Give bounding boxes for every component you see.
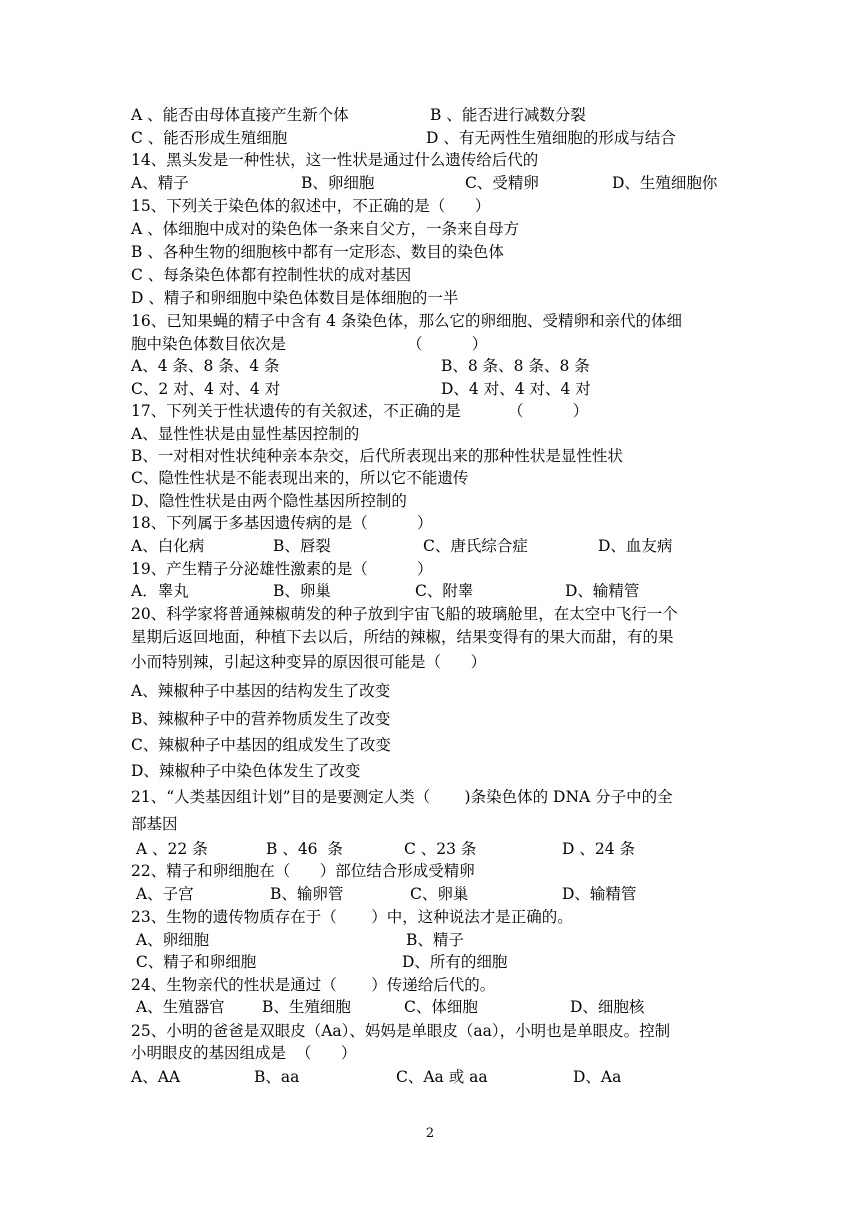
text-segment: A 、22 条 bbox=[131, 840, 208, 858]
text-segment: B、卵细胞 bbox=[301, 174, 375, 192]
text-segment: A 、体细胞中成对的染色体一条来自父方，一条来自母方 bbox=[131, 220, 520, 238]
text-segment: B、aa bbox=[254, 1068, 300, 1086]
text-segment: C、唐氏综合症 bbox=[423, 537, 528, 555]
text-segment: A、子宫 bbox=[131, 885, 194, 903]
text-segment: B、一对相对性状纯种亲本杂交，后代所表现出来的那种性状是显性性状 bbox=[131, 447, 623, 465]
text-segment: C 、能否形成生殖细胞 bbox=[131, 129, 288, 147]
text-segment: D 、精子和卵细胞中染色体数目是体细胞的一半 bbox=[131, 289, 459, 307]
text-segment: 星期后返回地面，种植下去以后，所结的辣椒，结果变得有的果大而甜，有的果 bbox=[131, 628, 674, 646]
text-segment: D、生殖细胞你 bbox=[612, 174, 718, 192]
text-segment: D、细胞核 bbox=[570, 998, 645, 1016]
text-segment: B、输卵管 bbox=[270, 885, 344, 903]
text-segment: 17、下列关于性状遗传的有关叙述，不正确的是 bbox=[131, 402, 461, 420]
text-segment: A、白化病 bbox=[131, 537, 205, 555]
page-number: 2 bbox=[425, 1126, 435, 1141]
text-segment: C、辣椒种子中基因的组成发生了改变 bbox=[131, 736, 391, 754]
text-segment: 23、生物的遗传物质存在于（ ）中，这种说法才是正确的。 bbox=[131, 908, 573, 926]
text-segment: A、生殖器官 bbox=[131, 998, 225, 1016]
text-segment: 小而特别辣，引起这种变异的原因很可能是（ ） bbox=[131, 653, 487, 671]
text-segment: B、卵巢 bbox=[273, 582, 331, 600]
text-segment: B、唇裂 bbox=[273, 537, 331, 555]
text-segment: 21、“人类基因组计划”目的是要测定人类（ )条染色体的 DNA 分子中的全 bbox=[131, 788, 673, 806]
text-segment: 14、黑头发是一种性状，这一性状是通过什么遗传给后代的 bbox=[131, 151, 539, 169]
text-segment: C、隐性性状是不能表现出来的，所以它不能遗传 bbox=[131, 469, 469, 487]
text-segment: 19、产生精子分泌雄性激素的是（ ） bbox=[131, 560, 433, 578]
text-segment: D、Aa bbox=[573, 1068, 622, 1086]
text-segment: D、输精管 bbox=[565, 582, 640, 600]
text-segment: A、辣椒种子中基因的结构发生了改变 bbox=[131, 682, 391, 700]
text-segment: D、输精管 bbox=[562, 885, 637, 903]
text-segment: C、体细胞 bbox=[404, 998, 478, 1016]
text-segment: 20、科学家将普通辣椒萌发的种子放到宇宙飞船的玻璃舱里，在太空中飞行一个 bbox=[131, 605, 678, 623]
text-segment: C、2 对、4 对、4 对 bbox=[131, 380, 281, 398]
text-segment: D、所有的细胞 bbox=[402, 953, 508, 971]
text-segment: B、生殖细胞 bbox=[262, 998, 351, 1016]
text-segment: A、AA bbox=[131, 1068, 181, 1086]
text-segment: D、辣椒种子中染色体发生了改变 bbox=[131, 762, 361, 780]
text-segment: B 、能否进行减数分裂 bbox=[430, 106, 586, 124]
text-segment: C、精子和卵细胞 bbox=[131, 953, 257, 971]
text-segment: B、8 条、8 条、8 条 bbox=[441, 357, 590, 375]
text-segment: C、受精卵 bbox=[465, 174, 539, 192]
text-segment: A 、能否由母体直接产生新个体 bbox=[131, 106, 349, 124]
text-segment: D、隐性性状是由两个隐性基因所控制的 bbox=[131, 492, 407, 510]
text-segment: D 、有无两性生殖细胞的形成与结合 bbox=[426, 129, 676, 147]
text-segment: 22、精子和卵细胞在（ ）部位结合形成受精卵 bbox=[131, 862, 475, 880]
text-segment: 胞中染色体数目依次是 bbox=[131, 335, 287, 353]
text-segment: 小明眼皮的基因组成是 （ ） bbox=[131, 1044, 357, 1062]
text-segment: B、辣椒种子中的营养物质发生了改变 bbox=[131, 710, 391, 728]
text-segment: 15、下列关于染色体的叙述中，不正确的是（ ） bbox=[131, 197, 491, 215]
text-segment: A、显性性状是由显性基因控制的 bbox=[131, 425, 360, 443]
text-segment: C 、每条染色体都有控制性状的成对基因 bbox=[131, 266, 412, 284]
text-segment: A、4 条、8 条、4 条 bbox=[131, 357, 280, 375]
text-segment: A、精子 bbox=[131, 174, 189, 192]
text-segment: 16、已知果蝇的精子中含有 4 条染色体，那么它的卵细胞、受精卵和亲代的体细 bbox=[131, 312, 682, 330]
text-segment: A．睾丸 bbox=[131, 582, 189, 600]
text-segment: （ ） bbox=[407, 335, 488, 353]
text-segment: B、精子 bbox=[406, 931, 464, 949]
text-segment: D、血友病 bbox=[598, 537, 673, 555]
text-segment: C、附睾 bbox=[415, 582, 474, 600]
text-segment: D 、24 条 bbox=[562, 840, 636, 858]
text-segment: （ ） bbox=[508, 402, 589, 420]
text-segment: 18、下列属于多基因遗传病的是（ ） bbox=[131, 514, 433, 532]
text-segment: C、Aa 或 aa bbox=[396, 1068, 488, 1086]
text-segment: 24、生物亲代的性状是通过（ ）传递给后代的。 bbox=[131, 976, 496, 994]
text-segment: B 、46 条 bbox=[266, 840, 343, 858]
text-segment: C、卵巢 bbox=[410, 885, 469, 903]
text-segment: D、4 对、4 对、4 对 bbox=[441, 380, 591, 398]
text-segment: 部基因 bbox=[131, 815, 178, 833]
text-segment: 25、小明的爸爸是双眼皮（Aa）、妈妈是单眼皮（aa），小明也是单眼皮。控制 bbox=[131, 1022, 671, 1040]
text-segment: B 、各种生物的细胞核中都有一定形态、数目的染色体 bbox=[131, 243, 504, 261]
text-segment: C 、23 条 bbox=[404, 840, 477, 858]
text-segment: A、卵细胞 bbox=[131, 931, 210, 949]
